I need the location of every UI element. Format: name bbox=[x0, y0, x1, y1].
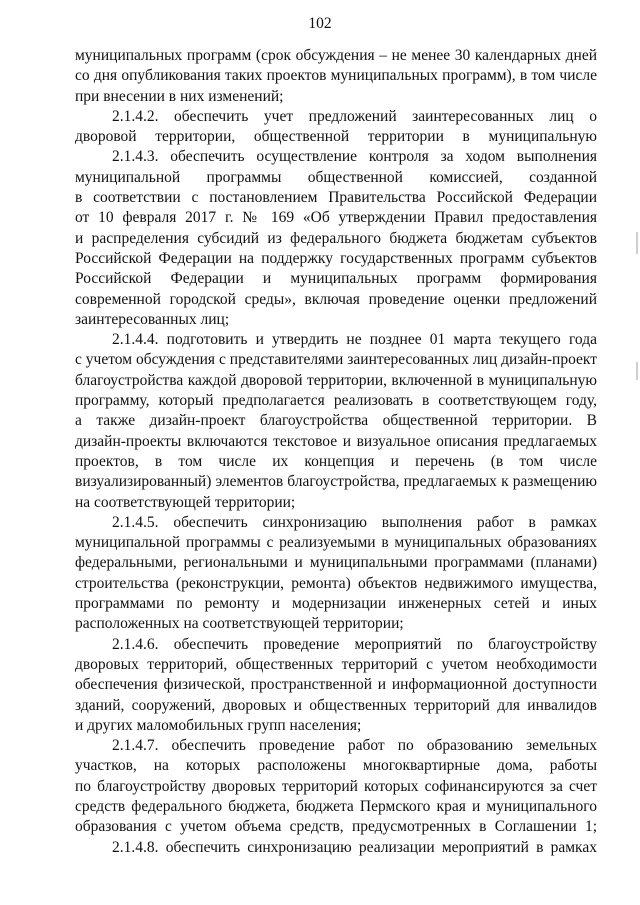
text-line: по благоустройству дворовых территорий которых софинансируются за счет bbox=[75, 777, 597, 795]
text-line: а также дизайн-проект благоустройства общественной территории. В bbox=[75, 412, 597, 430]
body-text bbox=[75, 46, 597, 858]
text-line: визуализированный) элементов благоустройства, предлагаемых к размещению bbox=[75, 473, 597, 491]
scan-margin-mark bbox=[636, 232, 638, 254]
text-line: со дня опубликования таких проектов муниципальных программ), в том числе bbox=[75, 67, 597, 85]
text-line: благоустройства каждой дворовой территории, включенной в муниципальную bbox=[75, 371, 597, 389]
text-line: заинтересованных лиц; bbox=[75, 310, 230, 328]
text-line: от 10 февраля 2017 г. № 169 «Об утверждении Правил предоставления bbox=[75, 209, 597, 227]
text-line: проектов, в том числе их концепция и перечень (в том числе bbox=[75, 452, 597, 470]
text-line: программу, который предполагается реализовать в соответствующем году, bbox=[75, 392, 597, 410]
text-line: 2.1.4.6. обеспечить проведение мероприятий по благоустройству bbox=[112, 635, 597, 653]
text-line: Российской Федерации на поддержку государственных программ субъектов bbox=[75, 249, 597, 267]
text-line: и распределения субсидий из федерального бюджета бюджетам субъектов bbox=[75, 229, 597, 247]
text-line: средств федерального бюджета, бюджета Пермского края и муниципального bbox=[75, 797, 597, 815]
text-line: современной городской среды», включая проведение оценки предложений bbox=[75, 290, 597, 308]
page-number: 102 bbox=[308, 15, 332, 32]
text-line: обеспечения физической, пространственной и информационной доступности bbox=[75, 676, 597, 694]
text-line: дворовых территорий, общественных территорий с учетом необходимости bbox=[75, 655, 597, 673]
text-line: дворовой территории, общественной территории в муниципальную bbox=[75, 128, 597, 146]
text-line: 2.1.4.3. обеспечить осуществление контроля за ходом выполнения bbox=[112, 148, 597, 166]
text-line: муниципальной программы общественной комиссией, созданной bbox=[75, 168, 597, 186]
text-line: на соответствующей территории; bbox=[75, 493, 296, 511]
text-line: строительства (реконструкции, ремонта) объектов недвижимого имущества, bbox=[75, 574, 597, 592]
text-line: муниципальных программ (срок обсуждения – не менее 30 календарных дней bbox=[75, 47, 597, 64]
text-line: 2.1.4.8. обеспечить синхронизацию реализации мероприятий в рамках bbox=[112, 838, 597, 856]
text-line: Российской Федерации и муниципальных программ формирования bbox=[75, 270, 597, 288]
text-line: 2.1.4.2. обеспечить учет предложений заинтересованных лиц о bbox=[112, 107, 597, 125]
text-line: в соответствии с постановлением Правительства Российской Федерации bbox=[75, 189, 597, 207]
text-line: программами по ремонту и модернизации инженерных сетей и иных bbox=[75, 595, 597, 613]
text-line: 2.1.4.7. обеспечить проведение работ по образованию земельных bbox=[112, 737, 597, 755]
text-line: 2.1.4.5. обеспечить синхронизацию выполнения работ в рамках bbox=[112, 513, 597, 531]
text-line: 2.1.4.4. подготовить и утвердить не позднее 01 марта текущего года bbox=[112, 331, 597, 349]
scan-margin-mark bbox=[636, 362, 638, 380]
text-line: муниципальной программы с реализуемыми в муниципальных образованиях bbox=[75, 534, 597, 552]
text-line: с учетом обсуждения с представителями заинтересованных лиц дизайн-проект bbox=[75, 351, 597, 369]
text-line: при внесении в них изменений; bbox=[75, 87, 284, 105]
text-line: зданий, сооружений, дворовых и общественных территорий для инвалидов bbox=[75, 696, 597, 714]
text-line: и других маломобильных групп населения; bbox=[75, 716, 362, 734]
text-line: расположенных на соответствующей территории; bbox=[75, 615, 404, 633]
text-line: образования с учетом объема средств, предусмотренных в Соглашении 1; bbox=[75, 818, 597, 836]
text-line: участков, на которых расположены многоквартирные дома, работы bbox=[75, 757, 597, 775]
text-line: дизайн-проекты включаются текстовое и визуальное описания предлагаемых bbox=[75, 432, 597, 450]
text-line: федеральными, региональными и муниципальными программами (планами) bbox=[75, 554, 597, 572]
